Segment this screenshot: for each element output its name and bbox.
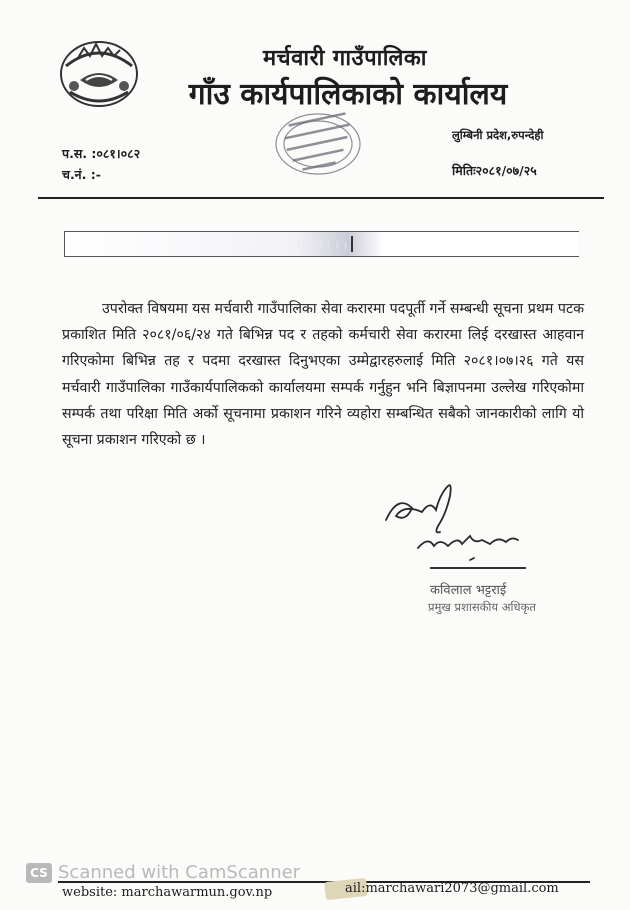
office-seal-stamp (262, 104, 370, 184)
government-emblem-logo (56, 36, 142, 110)
signature-line (430, 567, 526, 569)
municipality-name: मर्चवारी गाउँपालिका (263, 46, 427, 71)
handwritten-signature (378, 474, 528, 564)
dispatch-number: च.नं. :- (62, 167, 101, 182)
camscanner-icon: CS (26, 863, 52, 883)
reference-number: प.स. :०८१।०८२ (62, 146, 141, 161)
footer-website: website: marchawarmun.gov.np (62, 885, 273, 900)
header-divider (38, 197, 604, 199)
signer-title: प्रमुख प्रशासकीय अधिकृत (428, 600, 536, 614)
signer-name: कविलाल भट्टराई (430, 583, 507, 598)
notice-body-paragraph: उपरोक्त विषयमा यस मर्चवारी गाउँपालिका सेवा करारमा पदपूर्ती गर्ने सम्बन्धी सूचना प्रथम पटक प्रकाशित मिति २०८१/०६/२४ गते बिभिन्न पद र तहको कर्मचारी सेवा करारमा लिई दरखास्त आहवान गरिएकोमा बिभिन्न तह र पदमा दरखास्त दिनुभएका उम्मेद्वारहरुलाई मिति २०८१।०७।२६ गते यस मर्चवारी गाउँपालिका गाउँकार्यपालिकको कार्यालयमा सम्पर्क गर्नुहुन भनि बिज्ञापनमा उल्लेख गरिएकोमा सम्पर्क तथा परिक्षा मिति अर्को सूचनामा प्रकाशन गरिने व्यहोरा सम्बन्धित सबैको जानकारीको लागि यो सूचना प्रकाशन गरिएको छ । (62, 301, 584, 449)
notice-title: सूचना । । । (296, 238, 348, 252)
issue-date: मितिः२०८१/०७/२५ (452, 163, 537, 178)
watermark-text: Scanned with CamScanner (58, 862, 301, 883)
camscanner-watermark (28, 862, 300, 883)
notice-banner (64, 231, 579, 257)
footer-email: ail:marchawari2073@gmail.com (345, 881, 559, 896)
office-name: गाँउ कार्यपालिकाको कार्यालय (188, 77, 508, 112)
province-district: लुम्बिनी प्रदेश,रुपन्देही (452, 128, 544, 142)
